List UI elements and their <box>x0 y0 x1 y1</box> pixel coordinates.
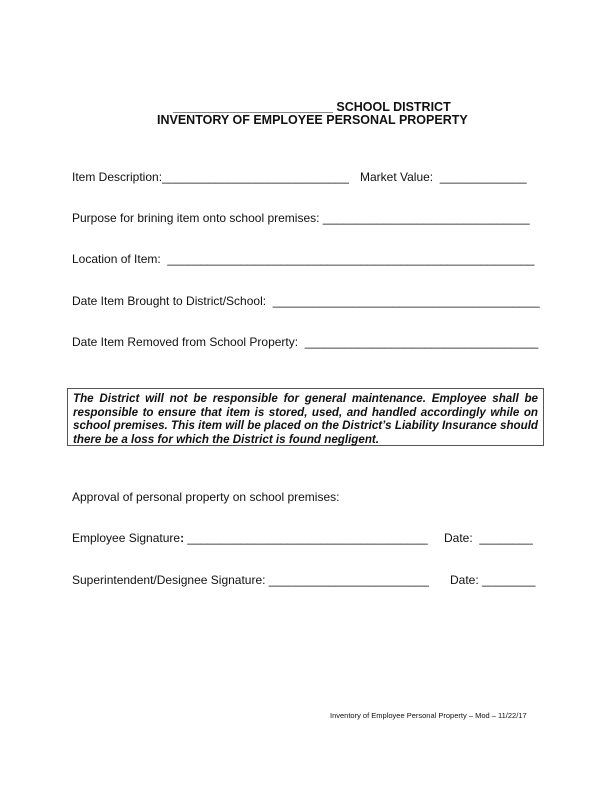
superintendent-signature-field: Superintendent/Designee Signature: ________________________ <box>72 573 429 587</box>
employee-signature-colon: : <box>180 531 185 545</box>
district-name-line: _______________________ SCHOOL DISTRICT <box>173 100 451 114</box>
location-field: Location of Item: _______________________________________________________ <box>72 252 535 266</box>
liability-notice-box <box>67 388 544 446</box>
date-brought-field: Date Item Brought to District/School: ________________________________________ <box>72 294 540 308</box>
market-value-field: Market Value: _____________ <box>360 170 527 184</box>
approval-heading: Approval of personal property on school premises: <box>72 490 340 504</box>
date-removed-field: Date Item Removed from School Property: ___________________________________ <box>72 335 539 349</box>
employee-signature-field <box>72 531 428 545</box>
employee-signature-line: ____________________________________ <box>184 531 428 545</box>
employee-signature-label: Employee Signature <box>72 531 181 545</box>
superintendent-date-field: Date: ________ <box>450 573 536 587</box>
form-title: INVENTORY OF EMPLOYEE PERSONAL PROPERTY <box>157 113 468 127</box>
item-description-field: Item Description:____________________________ <box>72 170 349 184</box>
footer-text: Inventory of Employee Personal Property – Mod – 11/22/17 <box>330 711 527 720</box>
purpose-field: Purpose for brining item onto school premises: _______________________________ <box>72 211 530 225</box>
liability-notice-text: The District will not be responsible for general maintenance. Employee shall be responsible to ensure that item is stored, used, and handled accordingly while on school premises. This item will be placed on the District’s Liability Insurance should there be a loss for which the District is found negligent. <box>73 392 538 446</box>
employee-date-field: Date: ________ <box>444 531 533 545</box>
